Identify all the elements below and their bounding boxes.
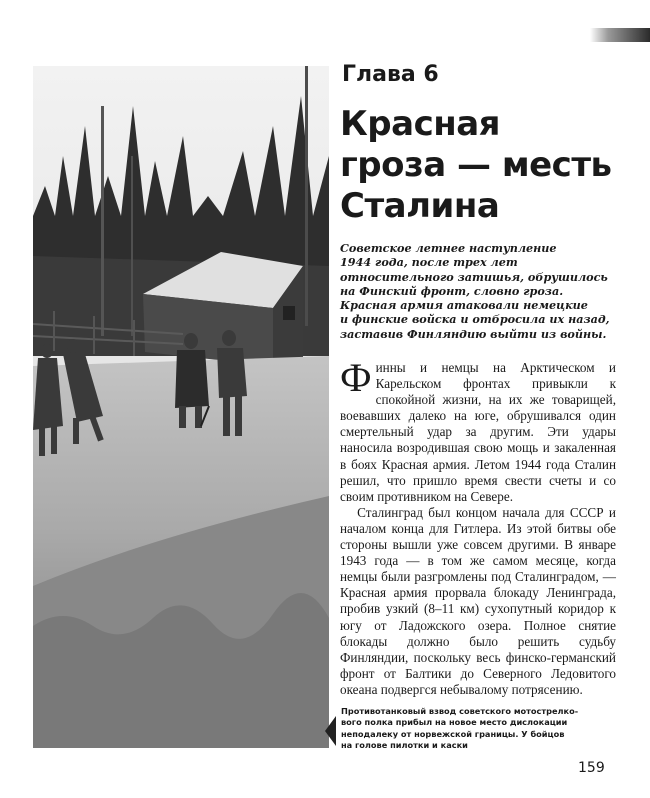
header-decor-bar [590,28,650,42]
lead-line: и финские войска и отбросила их назад, [340,312,610,327]
caption-line: неподалеку от норвежской границы. У бойцов [341,728,565,739]
drop-cap: Ф [340,355,372,400]
photo-caption [341,706,601,752]
body-paragraph-2: Сталинград был концом начала для СССР и началом конца для Гитлера. Из этой битвы обе стороны вышли уже совсем другими. В январе 1943 года — в том же самом месяце, когда немцы были разгромлены под Сталинградом, — Красная армия прорвала блокаду Ленинграда, пробив узкий (8–11 км) сухопутный коридор к югу от Ладожского озера. Полное снятие блокады должно было решить судьбу Финляндии, поскольку весь финско-германский фронт от Балтики до Северного Ледовитого океана подвергся небывалому потрясению. [340,504,616,697]
chapter-title [340,104,640,227]
lead-line: относительного затишья, обрушилось [340,269,608,284]
chapter-title-line: Красная [340,104,500,144]
caption-line: вого полка прибыл на новое место дислокации [341,717,568,728]
chapter-label: Глава 6 [342,62,439,87]
body-paragraph-1-text: инны и немцы на Арктическом и Карельском фронтах привыкли к спокойной жизни, на их же товарищей, воевавших далеко на юге, обрушивался один смертельный удар за другим. Эти удары наносила возродившая свою мощь и закаленная в боях Красная армия. Летом 1944 года Сталин решил, что пришло время свести счеты и со своим противником на Севере. [340,360,616,504]
caption-pointer-icon [325,716,336,746]
lead-paragraph [340,241,615,341]
lead-line: Красная армия атаковали немецкие [340,298,588,313]
lead-line: 1944 года, после трех лет [340,255,518,270]
chapter-title-line: гроза — месть [340,145,612,185]
body-paragraph-1 [340,355,616,505]
caption-line: Противотанковый взвод советского мотострелко- [341,706,579,716]
caption-line: на голове пилотки и каски [341,740,468,751]
lead-line: заставив Финляндию выйти из войны. [340,326,607,341]
lead-line: на Финский фронт, словно гроза. [340,283,564,298]
page-number: 159 [578,760,605,776]
chapter-title-line: Сталина [340,186,500,226]
lead-line: Советское летнее наступление [340,241,557,255]
body-text [340,355,616,698]
photo-soldiers [33,66,329,748]
